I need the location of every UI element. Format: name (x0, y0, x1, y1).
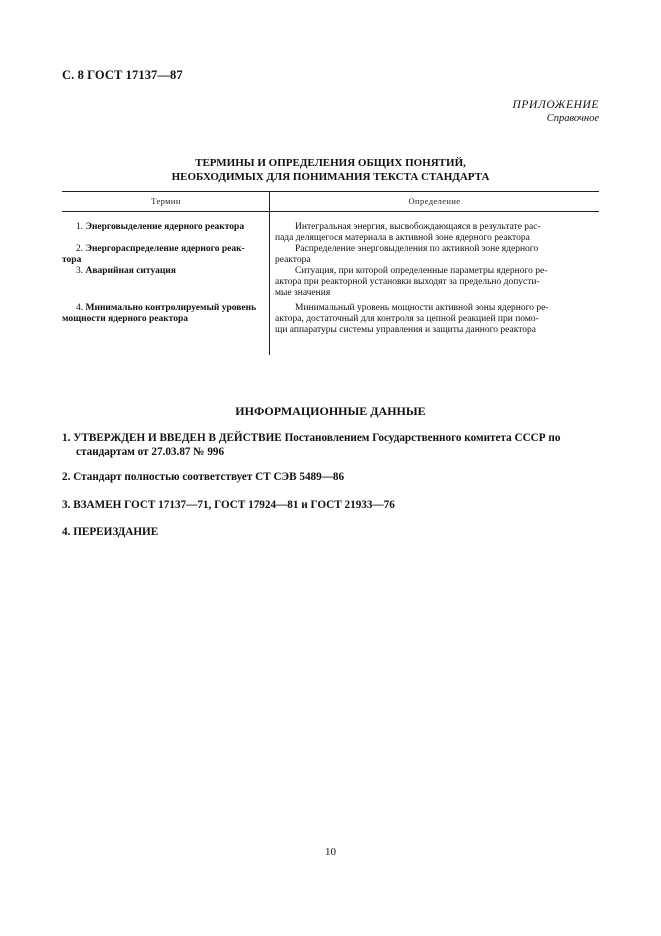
definition-line: мые значения (275, 288, 331, 299)
definition-line: щи аппаратуры системы управления и защиты данного реактора (275, 325, 536, 336)
table-row-1-definition (275, 222, 599, 244)
info-item-text: 1. УТВЕРЖДЕН И ВВЕДЕН В ДЕЙСТВИЕ Постановлением Государственного комитета СССР по (62, 432, 561, 444)
table-header-row (62, 192, 599, 212)
term-number: 4. (76, 303, 84, 313)
definition-line: реактора (275, 255, 311, 266)
definition-line: Распределение энерговыделения по активной зоне ядерного (295, 244, 539, 254)
table-row-3-definition (275, 266, 599, 300)
definition-line: актора при реакторной установки выходят за предельно допусти- (275, 277, 540, 288)
table-row-4-term (62, 303, 265, 325)
column-header-definition: Определение (408, 196, 461, 206)
section-title-line-1: ТЕРМИНЫ И ОПРЕДЕЛЕНИЯ ОБЩИХ ПОНЯТИЙ, (195, 157, 466, 169)
column-divider (269, 192, 270, 355)
term-number: 1. (76, 222, 84, 232)
section-title-line-2: НЕОБХОДИМЫХ ДЛЯ ПОНИМАНИЯ ТЕКСТА СТАНДАРТА (171, 170, 490, 183)
terms-table (62, 191, 599, 355)
table-row-2-definition (275, 244, 599, 266)
section-title (62, 157, 599, 184)
definition-line: пада делящегося материала в активной зоне ядерного реактора (275, 233, 530, 244)
page-number: 10 (325, 846, 336, 858)
definition-line: актора, достаточный для контроля за цепной реакцией при помо- (275, 314, 539, 325)
info-item-2: 2. Стандарт полностью соответствует СТ СЭВ 5489—86 (62, 471, 345, 483)
info-item-4: 4. ПЕРЕИЗДАНИЕ (62, 526, 159, 538)
term-number: 3. (76, 266, 84, 276)
table-row-3-term (62, 266, 265, 277)
appendix-label (513, 98, 599, 126)
term-number: 2. (76, 244, 84, 254)
term-text: Энергораспределение ядерного реак- (85, 244, 245, 254)
info-heading: ИНФОРМАЦИОННЫЕ ДАННЫЕ (235, 404, 426, 418)
info-item-text: стандартам от 27.03.87 № 996 (76, 446, 225, 458)
table-row-2-term (62, 244, 265, 266)
term-text: Энерговыделение ядерного реактора (85, 222, 245, 232)
table-row-4-definition (275, 303, 599, 337)
info-item-3: 3. ВЗАМЕН ГОСТ 17137—71, ГОСТ 17924—81 и ГОСТ 21933—76 (62, 499, 395, 511)
term-text: Аварийная ситуация (85, 266, 176, 276)
term-text: Минимально контролируемый уровень (85, 303, 257, 313)
definition-line: Минимальный уровень мощности активной зоны ядерного ре- (295, 303, 549, 313)
table-row-1-term (62, 222, 265, 233)
info-item-1 (62, 431, 599, 459)
term-text: мощности ядерного реактора (62, 314, 188, 325)
appendix-title: ПРИЛОЖЕНИЕ (512, 99, 599, 111)
document-header: С. 8 ГОСТ 17137—87 (62, 68, 183, 82)
definition-line: Ситуация, при которой определенные параметры ядерного ре- (295, 266, 548, 276)
appendix-subtitle: Справочное (546, 113, 599, 124)
term-text: тора (62, 255, 82, 266)
definition-line: Интегральная энергия, высвобождающаяся в результате рас- (295, 222, 541, 232)
column-header-term: Термин (151, 196, 181, 206)
